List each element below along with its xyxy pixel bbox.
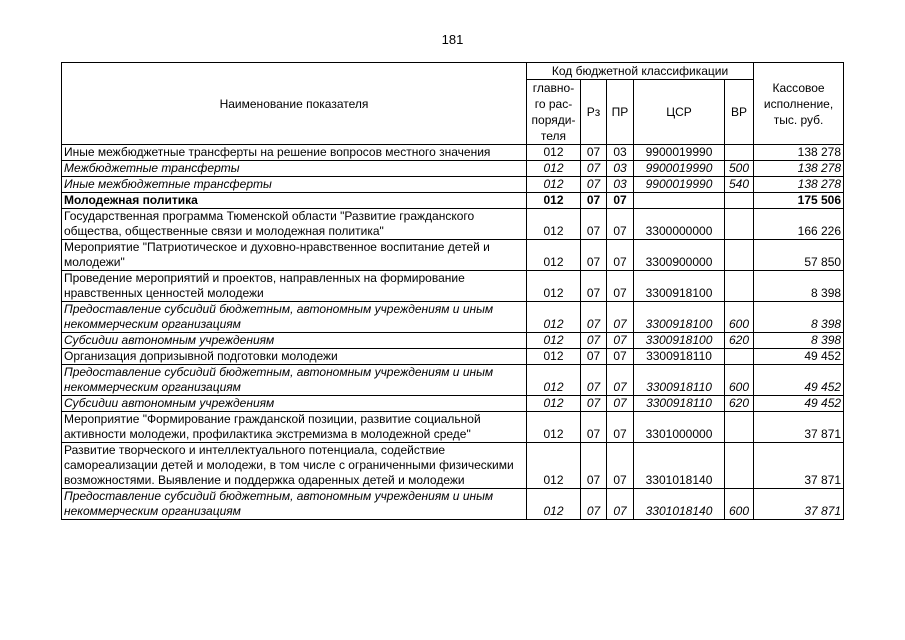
row-name: Мероприятие "Патриотическое и духовно-нравственное воспитание детей и молодежи" <box>62 240 527 271</box>
table-row <box>62 240 844 271</box>
row-pr: 03 <box>607 177 634 193</box>
row-amount: 138 278 <box>754 145 844 161</box>
row-glav: 012 <box>527 271 581 302</box>
row-glav: 012 <box>527 443 581 489</box>
row-vr <box>725 209 754 240</box>
row-pr: 07 <box>607 333 634 349</box>
row-vr <box>725 271 754 302</box>
row-pr: 03 <box>607 161 634 177</box>
table-row <box>62 333 844 349</box>
header-glav-line: теля <box>540 129 567 143</box>
header-code-group: Код бюджетной классификации <box>527 63 754 80</box>
header-glav-line: го рас- <box>534 97 573 111</box>
row-amount: 175 506 <box>754 193 844 209</box>
header-csr: ЦСР <box>634 80 725 145</box>
row-csr: 9900019990 <box>634 161 725 177</box>
row-glav: 012 <box>527 365 581 396</box>
row-glav: 012 <box>527 349 581 365</box>
row-name: Предоставление субсидий бюджетным, автономным учреждениям и иным некоммерческим организациям <box>62 302 527 333</box>
row-csr: 3301018140 <box>634 489 725 520</box>
row-name: Субсидии автономным учреждениям <box>62 333 527 349</box>
row-vr: 500 <box>725 161 754 177</box>
header-amount-line: исполнение, <box>763 96 834 111</box>
row-pr: 07 <box>607 302 634 333</box>
header-amount-line: Кассовое <box>772 80 825 95</box>
row-rz: 07 <box>581 209 607 240</box>
table-row <box>62 349 844 365</box>
row-amount: 8 398 <box>754 333 844 349</box>
row-amount: 49 452 <box>754 349 844 365</box>
header-amount-line: тыс. руб. <box>773 112 824 127</box>
row-rz: 07 <box>581 333 607 349</box>
table-row <box>62 145 844 161</box>
table-body <box>62 145 844 520</box>
row-pr: 07 <box>607 412 634 443</box>
row-name: Предоставление субсидий бюджетным, автономным учреждениям и иным некоммерческим организациям <box>62 489 527 520</box>
row-pr: 07 <box>607 396 634 412</box>
row-csr: 3300918110 <box>634 365 725 396</box>
row-vr <box>725 240 754 271</box>
header-amount <box>754 63 844 145</box>
row-csr: 9900019990 <box>634 145 725 161</box>
row-vr: 620 <box>725 333 754 349</box>
row-glav: 012 <box>527 412 581 443</box>
row-glav: 012 <box>527 177 581 193</box>
row-rz: 07 <box>581 443 607 489</box>
row-pr: 07 <box>607 349 634 365</box>
row-rz: 07 <box>581 302 607 333</box>
row-rz: 07 <box>581 489 607 520</box>
row-glav: 012 <box>527 489 581 520</box>
row-glav: 012 <box>527 193 581 209</box>
row-name: Организация допризывной подготовки молодежи <box>62 349 527 365</box>
row-name: Иные межбюджетные трансферты на решение вопросов местного значения <box>62 145 527 161</box>
row-pr: 07 <box>607 489 634 520</box>
row-csr <box>634 193 725 209</box>
row-rz: 07 <box>581 161 607 177</box>
table-row <box>62 396 844 412</box>
row-csr: 3300918100 <box>634 302 725 333</box>
row-amount: 8 398 <box>754 302 844 333</box>
header-pr: ПР <box>607 80 634 145</box>
row-vr <box>725 412 754 443</box>
header-glav-line: главно- <box>532 81 575 95</box>
row-rz: 07 <box>581 412 607 443</box>
row-name: Развитие творческого и интеллектуального потенциала, содействие самореализации детей и молодежи, в том числе с ограниченными физическими возможностями. Выявление и поддержка одаренных детей и молодежи <box>62 443 527 489</box>
budget-table <box>61 62 844 520</box>
row-vr <box>725 193 754 209</box>
row-glav: 012 <box>527 161 581 177</box>
row-rz: 07 <box>581 349 607 365</box>
row-pr: 07 <box>607 443 634 489</box>
row-amount: 37 871 <box>754 489 844 520</box>
row-pr: 07 <box>607 365 634 396</box>
row-vr: 540 <box>725 177 754 193</box>
header-glav <box>527 80 581 145</box>
header-row-top <box>62 63 844 80</box>
header-vr: ВР <box>725 80 754 145</box>
row-name: Мероприятие "Формирование гражданской позиции, развитие социальной активности молодежи, профилактика экстремизма в молодежной среде" <box>62 412 527 443</box>
table-row <box>62 161 844 177</box>
page-number: 181 <box>441 32 464 47</box>
row-amount: 138 278 <box>754 177 844 193</box>
row-amount: 57 850 <box>754 240 844 271</box>
row-csr: 3300900000 <box>634 240 725 271</box>
header-name: Наименование показателя <box>62 63 527 145</box>
row-vr <box>725 145 754 161</box>
row-glav: 012 <box>527 209 581 240</box>
row-vr: 600 <box>725 302 754 333</box>
row-pr: 07 <box>607 271 634 302</box>
row-rz: 07 <box>581 145 607 161</box>
header-glav-line: поряди- <box>531 113 576 127</box>
row-name: Проведение мероприятий и проектов, направленных на формирование нравственных ценностей молодежи <box>62 271 527 302</box>
row-amount: 37 871 <box>754 443 844 489</box>
row-vr: 620 <box>725 396 754 412</box>
row-csr: 3300918100 <box>634 271 725 302</box>
row-glav: 012 <box>527 333 581 349</box>
row-glav: 012 <box>527 302 581 333</box>
row-amount: 49 452 <box>754 365 844 396</box>
row-vr <box>725 443 754 489</box>
row-name: Государственная программа Тюменской области "Развитие гражданского общества, общественные связи и молодежная политика" <box>62 209 527 240</box>
row-csr: 3300918110 <box>634 349 725 365</box>
row-vr <box>725 349 754 365</box>
row-amount: 166 226 <box>754 209 844 240</box>
row-csr: 3300918100 <box>634 333 725 349</box>
table-row <box>62 271 844 302</box>
table-row <box>62 177 844 193</box>
row-glav: 012 <box>527 396 581 412</box>
row-csr: 3300000000 <box>634 209 725 240</box>
row-pr: 07 <box>607 193 634 209</box>
table-row <box>62 302 844 333</box>
row-rz: 07 <box>581 271 607 302</box>
row-vr: 600 <box>725 365 754 396</box>
row-amount: 138 278 <box>754 161 844 177</box>
row-rz: 07 <box>581 193 607 209</box>
row-rz: 07 <box>581 365 607 396</box>
table-row <box>62 443 844 489</box>
row-csr: 3301018140 <box>634 443 725 489</box>
row-name: Молодежная политика <box>62 193 527 209</box>
row-name: Иные межбюджетные трансферты <box>62 177 527 193</box>
row-csr: 3300918110 <box>634 396 725 412</box>
table-row <box>62 412 844 443</box>
row-rz: 07 <box>581 396 607 412</box>
row-pr: 07 <box>607 240 634 271</box>
row-csr: 9900019990 <box>634 177 725 193</box>
row-rz: 07 <box>581 240 607 271</box>
row-rz: 07 <box>581 177 607 193</box>
row-name: Предоставление субсидий бюджетным, автономным учреждениям и иным некоммерческим организациям <box>62 365 527 396</box>
row-pr: 03 <box>607 145 634 161</box>
row-vr: 600 <box>725 489 754 520</box>
row-glav: 012 <box>527 240 581 271</box>
row-pr: 07 <box>607 209 634 240</box>
row-name: Межбюджетные трансферты <box>62 161 527 177</box>
row-amount: 8 398 <box>754 271 844 302</box>
row-glav: 012 <box>527 145 581 161</box>
row-csr: 3301000000 <box>634 412 725 443</box>
header-rz: Рз <box>581 80 607 145</box>
table-row <box>62 489 844 520</box>
table-row <box>62 193 844 209</box>
table-row <box>62 209 844 240</box>
row-name: Субсидии автономным учреждениям <box>62 396 527 412</box>
row-amount: 49 452 <box>754 396 844 412</box>
row-amount: 37 871 <box>754 412 844 443</box>
table-row <box>62 365 844 396</box>
